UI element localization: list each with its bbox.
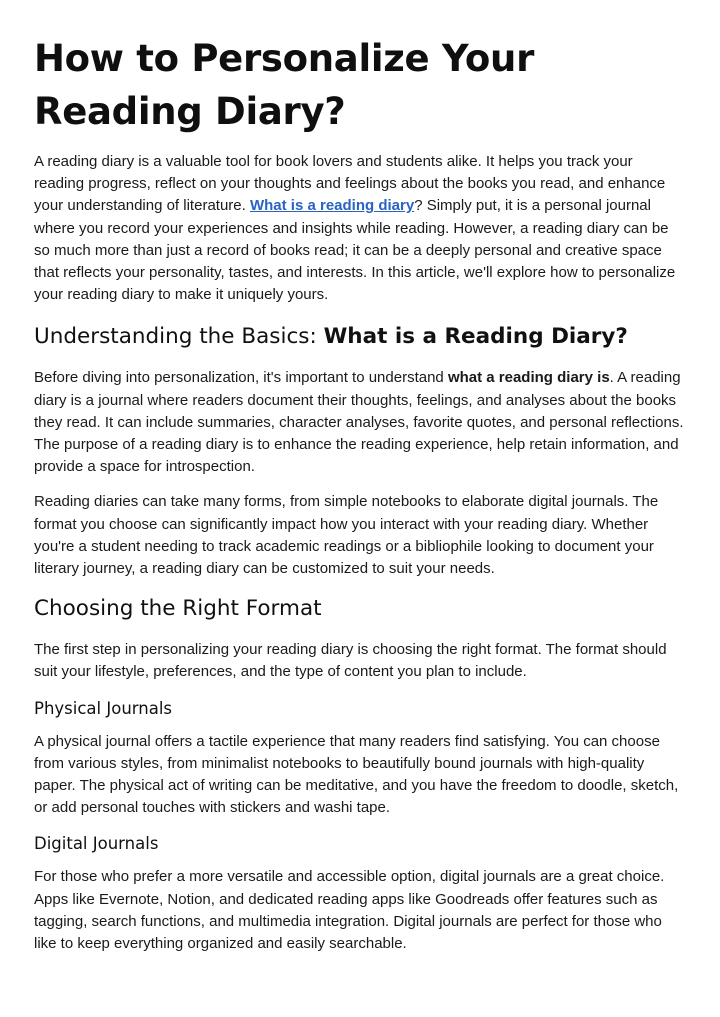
basics-paragraph-2: Reading diaries can take many forms, from simple notebooks to elaborate digital journals. The format you choose can significantly impact how you interact with your reading diary. Whether you're a student needing to track academic readings or a bibliophile looking to document your literary journey, a reading diary can be customized to suit your needs. <box>34 493 659 578</box>
basics-p1-before: Before diving into personalization, it's important to understand <box>34 369 448 387</box>
intro-paragraph <box>34 151 686 306</box>
basics-paragraph-1 <box>34 367 686 478</box>
digital-journals-paragraph: For those who prefer a more versatile and accessible option, digital journals are a great choice. Apps like Evernote, Notion, and dedicated reading apps like Goodreads offer features such as tagging, search functions, and multimedia integration. Digital journals are perfect for those who like to keep everything organized and easily searchable. <box>34 868 665 953</box>
physical-journals-heading: Physical Journals <box>34 698 173 718</box>
page-title: How to Personalize Your Reading Diary? <box>34 37 535 133</box>
digital-journals-heading: Digital Journals <box>34 834 159 854</box>
basics-p1-after: . A reading diary is a journal where readers document their thoughts, feelings, and analyses about the books they read. It can include summaries, character analyses, favorite quotes, and personal reflections. The purpose of a reading diary is to enhance the reading experience, help retain information, and provide a space for introspection. <box>34 369 684 476</box>
basics-heading <box>34 322 686 352</box>
what-is-reading-diary-link[interactable]: What is a reading diary <box>249 197 415 215</box>
intro-text-after-link: ? Simply put, it is a personal journal where you record your experiences and insights while reading. However, a reading diary can be so much more than just a record of books read; it can be a deeply personal and creative space that reflects your personality, tastes, and interests. In this article, we'll explore how to personalize your reading diary to make it uniquely yours. <box>34 197 676 304</box>
basics-heading-plain: Understanding the Basics: <box>34 324 324 350</box>
basics-heading-bold: What is a Reading Diary? <box>323 324 628 350</box>
format-paragraph-1: The first step in personalizing your reading diary is choosing the right format. The format should suit your lifestyle, preferences, and the type of content you plan to include. <box>34 641 667 681</box>
physical-journals-paragraph: A physical journal offers a tactile experience that many readers find satisfying. You can choose from various styles, from minimalist notebooks to beautifully bound journals with high-quality paper. The physical act of writing can be meditative, and you have the freedom to doodle, sketch, or add personal touches with stickers and washi tape. <box>34 732 679 817</box>
intro-text-before-link: A reading diary is a valuable tool for book lovers and students alike. It helps you track your reading progress, reflect on your thoughts and feelings about the books you read, and enhance your understanding of literature. <box>34 153 666 215</box>
basics-p1-bold: what a reading diary is <box>447 369 610 387</box>
format-heading: Choosing the Right Format <box>34 596 322 622</box>
